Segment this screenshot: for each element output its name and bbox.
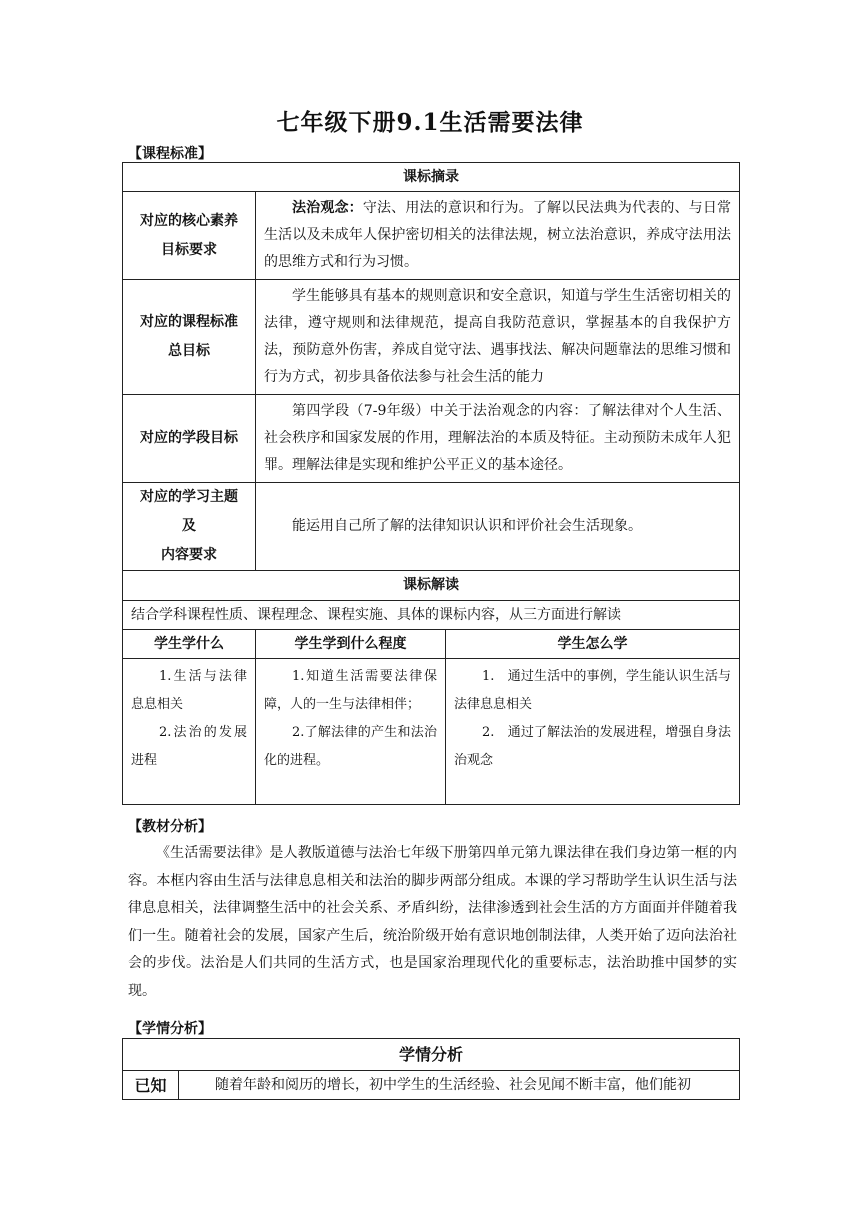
row-text-goal: 学生能够具有基本的规则意识和安全意识，知道与学生生活密切相关的法律，遵守规则和法律规范，提高自我防范意识，掌握基本的自我保护方法，预防意外伤害，养成自觉守法、遇事找法、解决问题靠法的思维习惯和行为方式，初步具备依法参与社会生活的能力 [256, 280, 740, 395]
col-body-degree [256, 659, 446, 805]
col-header-what: 学生学什么 [123, 630, 256, 659]
interp-text: 结合学科课程性质、课程理念、课程实施、具体的课标内容，从三方面进行解读 [123, 601, 740, 630]
section-heading-curriculum: 【课程标准】 [128, 146, 212, 162]
label-text: 对应的学段目标 [140, 430, 238, 446]
list-item: 1. 通过生活中的事例，学生能认识生活与法律息息相关 [454, 669, 731, 712]
list-item: 2. 通过了解法治的发展进程，增强自身法治观念 [454, 725, 731, 768]
list-item: 1.生活与法律息息相关 [131, 669, 247, 712]
col-header-how: 学生怎么学 [446, 630, 740, 659]
std-header: 课标摘录 [123, 163, 740, 192]
student-table [122, 1038, 740, 1100]
interp-header: 课标解读 [123, 571, 740, 601]
col-header-degree: 学生学到什么程度 [256, 630, 446, 659]
known-text: 随着年龄和阅历的增长，初中学生的生活经验、社会见闻不断丰富，他们能初 [179, 1071, 740, 1100]
row-text-stage: 第四学段（7-9年级）中关于法治观念的内容：了解法律对个人生活、社会秩序和国家发展的作用，理解法治的本质及特征。主动预防未成年人犯罪。理解法律是实现和维护公平正义的基本途径。 [256, 395, 740, 483]
list-item: 1.知道生活需要法律保障，人的一生与法律相伴； [264, 669, 437, 712]
section-heading-students: 【学情分析】 [128, 1021, 212, 1037]
row-label-topic [123, 483, 256, 571]
label-text: 对应的学习主题 及 内容要求 [140, 489, 238, 563]
textbook-analysis: 《生活需要法律》是人教版道德与法治七年级下册第四单元第九课法律在我们身边第一框的内容。本框内容由生活与法律息息相关和法治的脚步两部分组成。本课的学习帮助学生认识生活与法律息息相关，法律调整生活中的社会关系、矛盾纠纷，法律渗透到社会生活的方方面面并伴随着我们一生。随着社会的发展，国家产生后，统治阶级开始有意识地创制法律，人类开始了迈向法治社会的步伐。法治是人们共同的生活方式，也是国家治理现代化的重要标志，法治助推中国梦的实现。 [128, 845, 737, 999]
row-label-stage [123, 395, 256, 483]
list-item: 2.了解法律的产生和法治化的进程。 [264, 725, 437, 768]
label-text: 对应的核心素养 目标要求 [140, 212, 238, 258]
body-text: 守法、用法的意识和行为。了解以民法典为代表的、与日常生活以及未成年人保护密切相关的法律法规，树立法治意识，养成守法用法的思维方式和行为习惯。 [264, 200, 732, 270]
col-body-what [123, 659, 256, 805]
student-header: 学情分析 [123, 1039, 740, 1071]
label-text: 对应的课程标准 总目标 [140, 314, 238, 359]
lead-text: 法治观念： [292, 200, 363, 216]
list-item: 2.法治的发展进程 [131, 725, 247, 768]
page-title: 七年级下册9.1生活需要法律 [276, 109, 584, 136]
row-label-goal [123, 280, 256, 395]
col-body-how [446, 659, 740, 805]
row-text-core [256, 192, 740, 280]
known-label: 已知 [123, 1071, 179, 1100]
row-label-core [123, 192, 256, 280]
section-heading-textbook: 【教材分析】 [128, 819, 212, 835]
row-text-topic: 能运用自己所了解的法律知识认识和评价社会生活现象。 [256, 483, 740, 571]
curriculum-table [122, 162, 740, 805]
